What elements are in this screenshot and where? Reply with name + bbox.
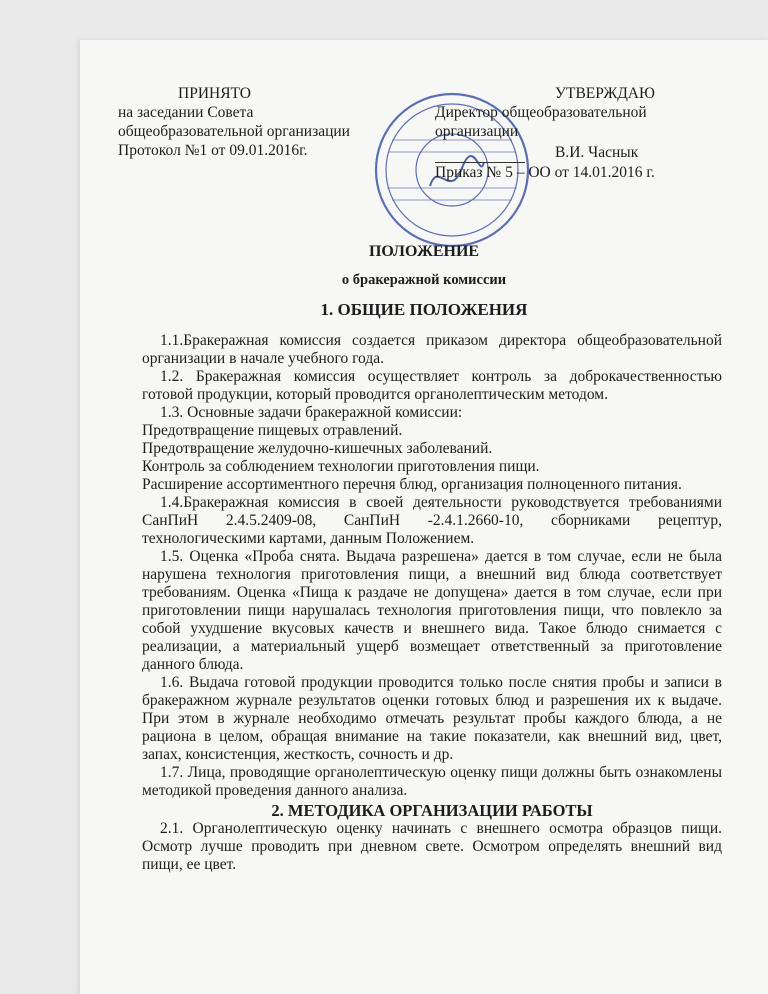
protocol-line: Протокол №1 от 09.01.2016г. (118, 142, 308, 159)
approval-block-right (435, 84, 735, 182)
task-item: Расширение ассортиментного перечня блюд, организация полноценного питания. (142, 476, 682, 493)
director-name: В.И. Часнык (555, 144, 639, 161)
order-line: Приказ № 5 – ОО от 14.01.2016 г. (435, 164, 655, 181)
director-line: Директор общеобразовательной (435, 104, 647, 121)
paragraph-1-7: 1.7. Лица, проводящие органолептическую оценку пищи должны быть ознакомлены методикой проведения данного анализа. (142, 764, 722, 799)
task-item: Контроль за соблюдением технологии приготовления пищи. (142, 458, 540, 475)
organization-line-right: организации (435, 123, 519, 140)
paragraph-1-5: 1.5. Оценка «Проба снята. Выдача разрешена» дается в том случае, если не была нарушена технология приготовления пищи, а внешний вид блюда соответствует требованиям. Оценка «Пища к раздаче не допущена» дается в том случае, если при приготовлении пищи нарушалась технология приготовления пищи, что повлекло за собой ухудшение вкусовых качеств и внешнего вида. Такое блюдо снимается с реализации, а материальный ущерб возмещает ответственный за приготовление данного блюда. (142, 548, 722, 673)
approval-block-left (118, 84, 388, 160)
paragraph-1-3: 1.3. Основные задачи бракеражной комиссии: (160, 404, 463, 421)
paragraph-2-1: 2.1. Органолептическую оценку начинать с внешнего осмотра образцов пищи. Осмотр лучше проводить при дневном свете. Осмотром определять внешний вид пищи, ее цвет. (142, 820, 722, 873)
paragraph-1-2: 1.2. Бракеражная комиссия осуществляет контроль за доброкачественностью готовой продукции, который проводится органолептическим методом. (142, 368, 722, 403)
council-line: на заседании Совета (118, 104, 254, 121)
section2-heading: 2. МЕТОДИКА ОРГАНИЗАЦИИ РАБОТЫ (271, 801, 593, 820)
signature-underline (435, 143, 525, 163)
task-item: Предотвращение желудочно-кишечных заболеваний. (142, 440, 493, 457)
paragraph-1-1: 1.1.Бракеражная комиссия создается приказом директора общеобразовательной организации в начале учебного года. (142, 332, 722, 367)
signature-line (435, 143, 735, 163)
document-title: ПОЛОЖЕНИЕ (368, 243, 480, 260)
accepted-caption: ПРИНЯТО (178, 85, 251, 102)
document-body (142, 332, 722, 874)
paragraph-1-4: 1.4.Бракеражная комиссия в своей деятельности руководствуется требованиями СанПиН 2.4.5.2409-08, СанПиН -2.4.1.2660-10, сборниками рецептур, технологическими картами, данным Положением. (142, 494, 722, 547)
paragraph-1-6: 1.6. Выдача готовой продукции проводится только после снятия пробы и записи в бракеражном журнале результатов оценки готовых блюд и разрешения их к выдаче. При этом в журнале необходимо отмечать результат пробы каждого блюда, а не рациона в целом, обращая внимание на такие показатели, как внешний вид, цвет, запах, консистенция, жесткость, сочность и др. (142, 674, 722, 763)
approve-caption: УТВЕРЖДАЮ (555, 85, 655, 102)
section1-heading: 1. ОБЩИЕ ПОЛОЖЕНИЯ (320, 300, 528, 319)
document-subtitle: о бракеражной комиссии (341, 272, 507, 288)
document-page (80, 40, 768, 994)
organization-line: общеобразовательной организации (118, 123, 350, 140)
task-item: Предотвращение пищевых отравлений. (142, 422, 403, 439)
